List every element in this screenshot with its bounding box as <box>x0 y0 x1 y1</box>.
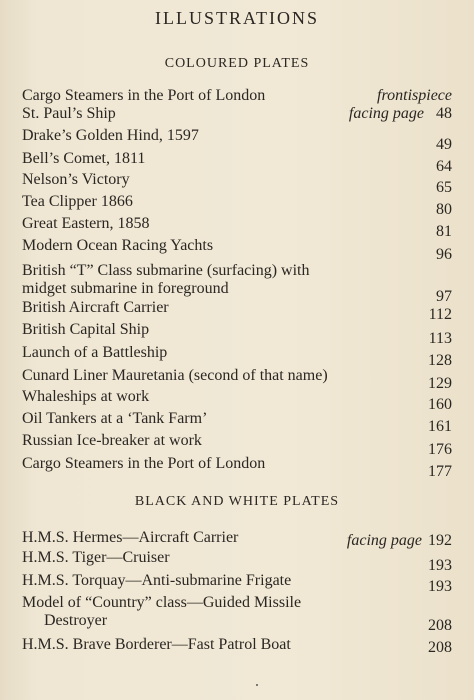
list-item <box>22 635 452 661</box>
entry-title: H.M.S. Torquay—Anti-submarine Frigate <box>22 572 292 589</box>
entry-title: British Aircraft Carrier <box>22 299 169 316</box>
entry-title: H.M.S. Brave Borderer—Fast Patrol Boat <box>22 636 291 653</box>
entry-page: 80 <box>436 201 452 218</box>
entry-page: 176 <box>428 441 452 458</box>
coloured-plates-heading: COLOURED PLATES <box>164 56 310 71</box>
entry-page: 161 <box>428 418 452 435</box>
entry-page: 112 <box>428 306 452 323</box>
entry-title: St. Paul’s Ship <box>22 105 116 122</box>
entry-page: 208 <box>428 617 452 634</box>
entry-page: 65 <box>436 179 452 196</box>
entry-title: Oil Tankers at a ‘Tank Farm’ <box>22 410 208 427</box>
entry-page: 193 <box>428 557 452 574</box>
entry-title: Drake’s Golden Hind, 1597 <box>22 127 199 144</box>
entry-title: Nelson’s Victory <box>22 171 130 188</box>
entry-note: frontispiece <box>377 87 452 104</box>
entry-title: Tea Clipper 1866 <box>22 193 133 210</box>
entry-page: 129 <box>428 375 452 392</box>
entry-page: 160 <box>428 396 452 413</box>
entry-note: facing page <box>348 105 424 122</box>
entry-page: 177 <box>428 463 452 480</box>
list-item <box>22 104 452 123</box>
page-mark <box>256 684 258 686</box>
list-item <box>22 86 452 105</box>
entry-title: Model of “Country” class—Guided Missile <box>22 594 302 611</box>
entry-page: 193 <box>428 578 452 595</box>
list-item <box>22 454 452 480</box>
entry-title: British “T” Class submarine (surfacing) with <box>22 262 310 279</box>
entry-title: Modern Ocean Racing Yachts <box>22 237 214 254</box>
entry-page: 192 <box>428 532 452 549</box>
entry-page: 64 <box>436 158 452 175</box>
entry-page: 49 <box>436 136 452 153</box>
entry-title-continued: Destroyer <box>44 612 108 629</box>
entry-page: 208 <box>428 639 452 656</box>
entry-title: Cunard Liner Mauretania (second of that name) <box>22 367 328 384</box>
entry-note: facing page <box>346 532 422 549</box>
entry-title: Bell’s Comet, 1811 <box>22 150 146 167</box>
entry-title-continued: midget submarine in foreground <box>22 280 229 297</box>
entry-page: 81 <box>436 223 452 240</box>
entry-title: Great Eastern, 1858 <box>22 215 150 232</box>
entry-page: 97 <box>436 288 452 305</box>
entry-title: H.M.S. Hermes—Aircraft Carrier <box>22 529 239 546</box>
list-item <box>22 236 452 262</box>
entry-page: 48 <box>436 105 452 122</box>
list-item <box>22 593 452 633</box>
page-heading: ILLUSTRATIONS <box>155 8 319 28</box>
entry-title: Cargo Steamers in the Port of London <box>22 87 266 104</box>
black-and-white-plates-heading: BLACK AND WHITE PLATES <box>134 494 340 509</box>
entry-page: 96 <box>436 246 452 263</box>
entry-page: 113 <box>428 330 452 347</box>
entry-page: 128 <box>428 352 452 369</box>
entry-title: Cargo Steamers in the Port of London <box>22 455 266 472</box>
entry-title: Russian Ice-breaker at work <box>22 432 202 449</box>
entry-title: H.M.S. Tiger—Cruiser <box>22 549 170 566</box>
entry-title: Whaleships at work <box>22 388 150 405</box>
entry-title: British Capital Ship <box>22 321 150 338</box>
entry-title: Launch of a Battleship <box>22 344 168 361</box>
